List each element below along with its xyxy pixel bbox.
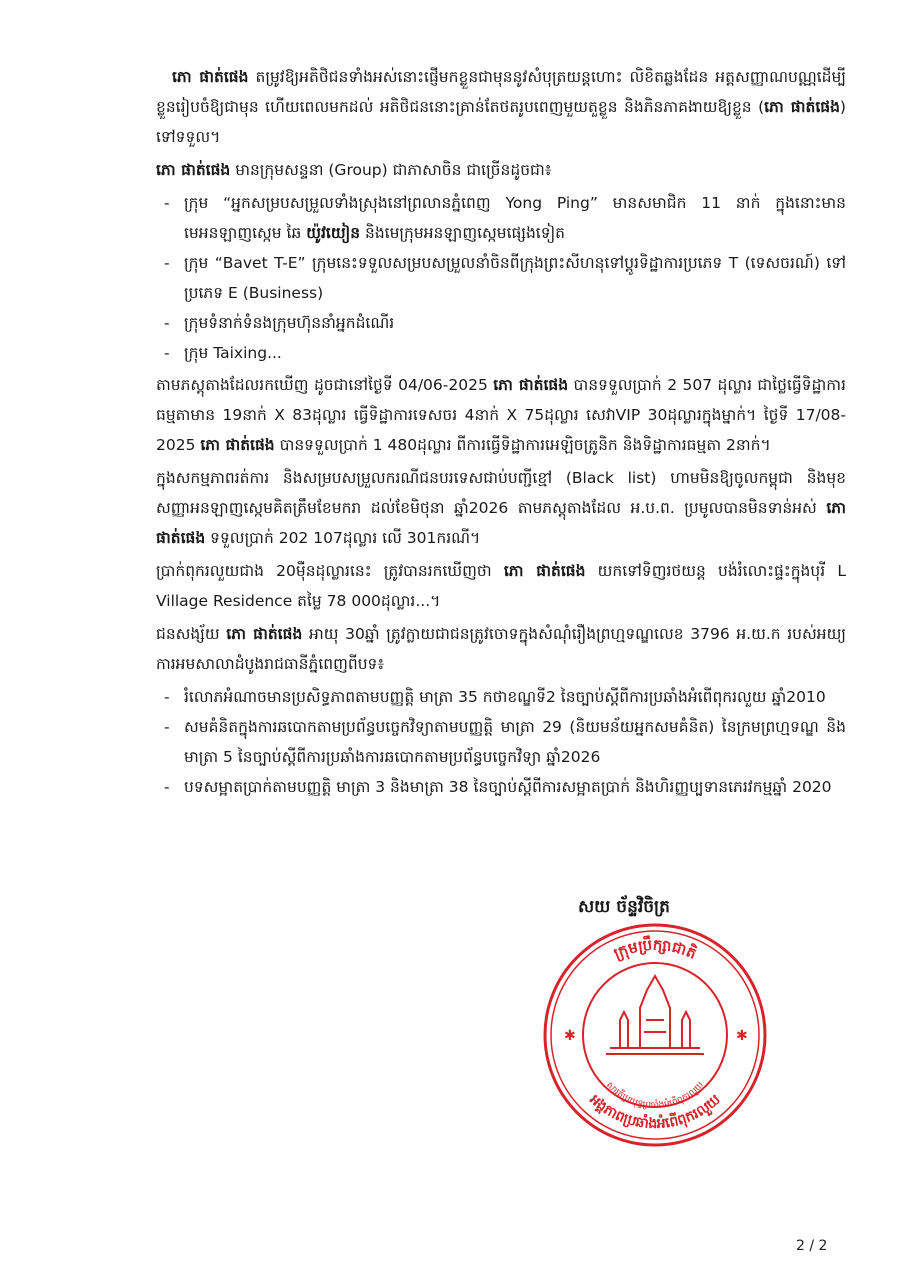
charges-list: [156, 682, 846, 802]
list-item: - សមគំនិតក្នុងការឆបោកតាមប្រព័ន្ធបច្ចេកវិទ្យាតាមបញ្ញត្តិ មាត្រា 29 (និយមន័យអ្នកសមគំនិត) នៃក្រមព្រហ្មទណ្ឌ និង មាត្រា 5 នៃច្បាប់ស្តីពីការប្រឆាំងការឆបោកតាមប្រព័ន្ធបច្ចេកវិទ្យា ឆ្នាំ2026: [164, 718, 846, 766]
group-list: [156, 188, 846, 368]
paragraph-1: ភោ ផាត់ផេង តម្រូវឱ្យអតិថិជនទាំងអស់នោះផ្ញើមកខ្លួនជាមុននូវសំបុត្រយន្តហោះ លិខិតឆ្លងដែន អត្តសញ្ញាណបណ្ណដើម្បីខ្លួនរៀបចំឱ្យជាមុន ហើយពេលមកដល់ អតិថិជននោះគ្រាន់តែថតរូបពេញមួយតួខ្លួន និងភិនភាគងាយឱ្យខ្លួន (ភោ ផាត់ផេង) ទៅទទួល។: [156, 68, 846, 146]
signatory-name: សយ ច័ន្ទវិចិត្រ: [578, 897, 670, 917]
list-item: - ក្រុម “អ្នកសម្របសម្រួលទាំងស្រុងនៅព្រលានភ្នំពេញ Yong Ping” មានសមាជិក 11 នាក់ ក្នុងនោះមានមេអនឡាញស្កេម ឆៃ យ៉ូវយៀន និងមេក្រុមអនឡាញស្កេមផ្សេងទៀត: [164, 194, 846, 242]
paragraph-5: ប្រាក់ពុករលួយជាង 20ម៉ឺនដុល្លារនេះ ត្រូវបានរកឃើញថា ភោ ផាត់ផេង យកទៅទិញរថយន្ត បង់រំលោះផ្ទះក្នុងបុរី L Village Residence តម្លៃ 78 000ដុល្លារ...។: [156, 562, 846, 610]
paragraph-4: ក្នុងសកម្មភាពរត់ការ និងសម្របសម្រួលករណីជនបរទេសជាប់បញ្ជីខ្មៅ (Black list) ហាមមិនឱ្យចូលកម្ពុជា និងមុខសញ្ញាអនឡាញស្កេមគិតត្រឹមខែមករា ដល់ខែមិថុនា ឆ្នាំ2026 តាមភស្តុតាងដែល អ.ប.ព. ប្រមូលបានមិនទាន់អស់ ភោ ផាត់ផេង ទទួលប្រាក់ 202 107ដុល្លារ លើ 301ករណី។: [156, 469, 846, 547]
paragraph-6: ជនសង្ស័យ ភោ ផាត់ផេង អាយុ 30ឆ្នាំ ត្រូវក្លាយជាជនត្រូវចោទក្នុងសំណុំរឿងព្រហ្មទណ្ឌលេខ 3796 អ.យ.ក របស់អយ្យការអមសាលាដំបូងរាជធានីភ្នំពេញពីបទ៖: [156, 625, 846, 673]
list-item: - បទសម្អាតប្រាក់តាមបញ្ញត្តិ មាត្រា 3 និងមាត្រា 38 នៃច្បាប់ស្តីពីការសម្អាតប្រាក់ និងហិរញ្ញប្បទានភេរវកម្មឆ្នាំ 2020: [164, 778, 832, 796]
document-body: [156, 62, 846, 804]
svg-text:ក្រុមប្រឹក្សាជាតិ: ក្រុមប្រឹក្សាជាតិ: [611, 935, 700, 963]
svg-text:ស្មារតីប្រយុទ្ធប្រឆាំងអំពើពុករ: ស្មារតីប្រយុទ្ធប្រឆាំងអំពើពុករលួយ: [603, 1080, 706, 1112]
suspect-name: ភោ ផាត់ផេង: [172, 68, 249, 86]
paragraph-2: ភោ ផាត់ផេង មានក្រុមសន្ទនា (Group) ជាភាសាចិន ជាច្រើនដូចជា៖: [156, 161, 552, 179]
official-seal-icon: [540, 920, 770, 1150]
svg-text:✱: ✱: [736, 1028, 748, 1044]
list-item: - រំលោភអំណាចមានប្រសិទ្ធភាពតាមបញ្ញត្តិ មាត្រា 35 កថាខណ្ឌទី2 នៃច្បាប់ស្តីពីការប្រឆាំងអំពើពុករលួយ ឆ្នាំ2010: [164, 688, 826, 706]
list-item: - ក្រុម “Bavet T-E” ក្រុមនេះទទួលសម្របសម្រួលនាំចិនពីក្រុងព្រះសីហនុទៅប្តូរទិដ្ឋាការប្រភេទ T (ទេសចរណ៍) ទៅប្រភេទ E (Business): [164, 254, 846, 302]
list-item: - ក្រុម Taixing...: [164, 344, 282, 362]
page-number: 2 / 2: [796, 1238, 828, 1254]
svg-text:អង្គភាពប្រឆាំងអំពើពុករលួយ: អង្គភាពប្រឆាំងអំពើពុករលួយ: [586, 1091, 724, 1133]
svg-text:✱: ✱: [564, 1028, 576, 1044]
paragraph-3: តាមភស្តុតាងដែលរកឃើញ ដូចជានៅថ្ងៃទី 04/06-2025 ភោ ផាត់ផេង បានទទួលប្រាក់ 2 507 ដុល្លារ ជាថ្លៃធ្វើទិដ្ឋាការធម្មតាមាន 19នាក់ X 83ដុល្លារ ធ្វើទិដ្ឋាការទេសចរ 4នាក់ X 75ដុល្លារ សេវាVIP 30ដុល្លារក្នុងម្នាក់។ ថ្ងៃទី 17/08-2025 ភោ ផាត់ផេង បានទទួលប្រាក់ 1 480ដុល្លារ ពីការធ្វើទិដ្ឋាការអេឡិចត្រូនិក និងទិដ្ឋាការធម្មតា 2នាក់។: [156, 376, 846, 454]
list-item: - ក្រុមទំនាក់ទំនងក្រុមហ៊ុននាំអ្នកដំណើរ: [164, 314, 395, 332]
